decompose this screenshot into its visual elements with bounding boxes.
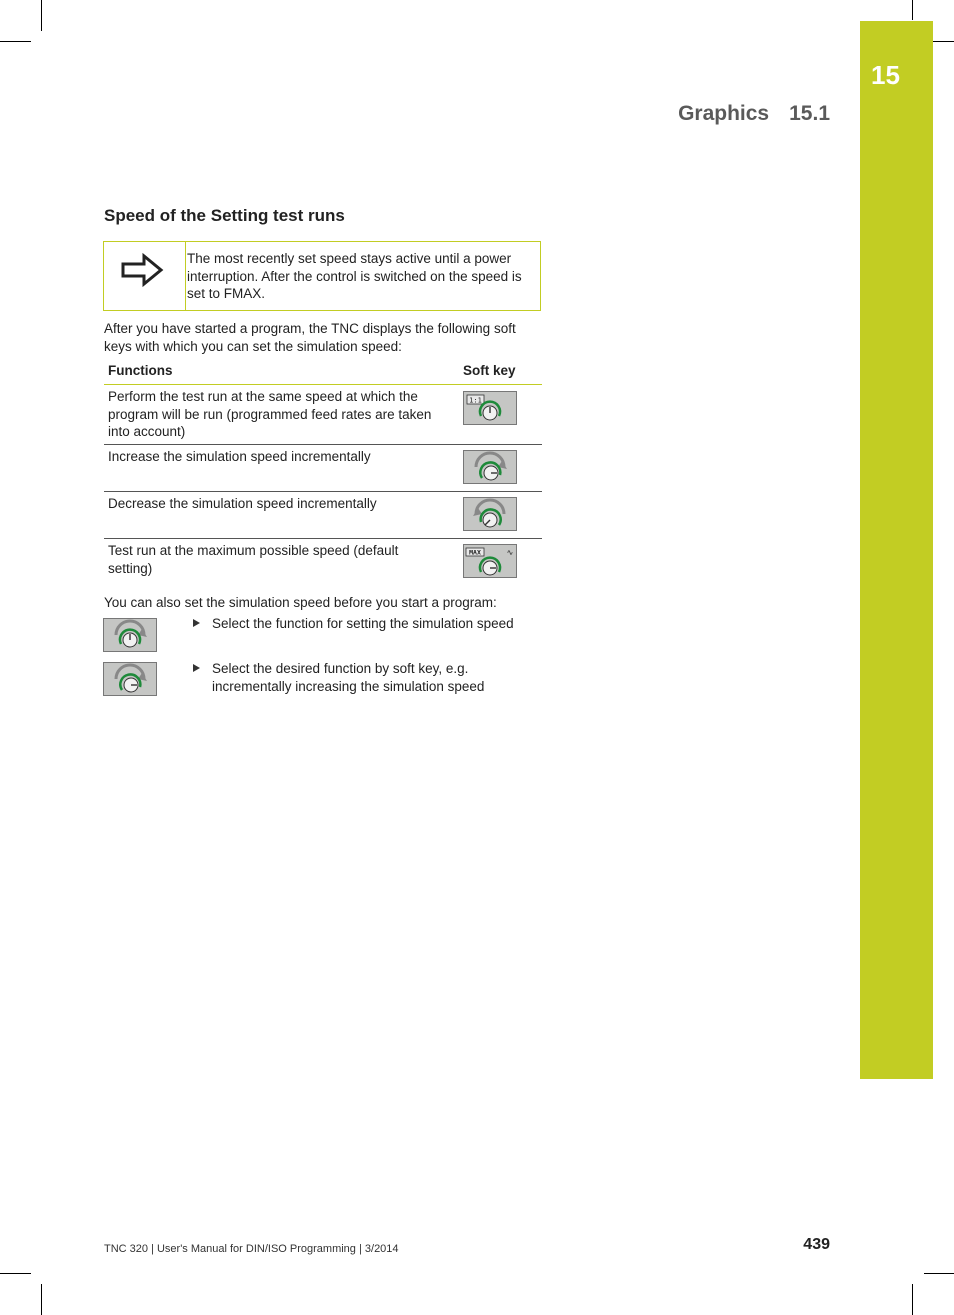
chapter-number: 15 [871, 60, 900, 90]
crop-mark [41, 0, 42, 31]
row-divider [104, 538, 542, 539]
chapter-tab [860, 21, 933, 1079]
crop-mark [0, 1273, 31, 1274]
softkey-label: MAX [469, 548, 481, 557]
table-row-function: Decrease the simulation speed incrementally [108, 496, 377, 511]
note-text: The most recently set speed stays active until a power interruption. After the control is switched on the speed is set to FMAX. [187, 251, 522, 301]
speed-increase-icon[interactable] [463, 450, 517, 484]
speed-decrease-icon[interactable] [463, 497, 517, 531]
speed-increase-icon[interactable] [103, 662, 157, 696]
speed-1to1-icon[interactable] [463, 391, 517, 425]
page-number: 439 [803, 1236, 830, 1253]
column-header-functions: Functions [108, 363, 173, 378]
row-divider [104, 491, 542, 492]
crop-mark [0, 41, 31, 42]
table-row-function: Increase the simulation speed incrementally [108, 449, 371, 464]
table-row-function: Test run at the maximum possible speed (default setting) [108, 543, 399, 576]
bullet-triangle-icon [193, 619, 200, 627]
speed-max-icon[interactable] [463, 544, 517, 578]
column-header-softkey: Soft key [463, 363, 516, 378]
step-item [193, 660, 532, 695]
header-title: Graphics [678, 102, 770, 125]
crop-mark [41, 1284, 42, 1315]
step-text: Select the desired function by soft key, e.g. incrementally increasing the simulation speed [212, 661, 485, 694]
note-box [103, 241, 541, 311]
arrow-right-icon [120, 252, 164, 288]
step-item [193, 615, 532, 633]
header-section: 15.1 [789, 102, 830, 125]
bullet-triangle-icon [193, 664, 200, 672]
row-divider [104, 444, 542, 445]
table-row-function: Perform the test run at the same speed at which the program will be run (programmed feed rates are taken into account) [108, 389, 432, 439]
header-rule [104, 384, 542, 385]
section-heading: Speed of the Setting test runs [104, 206, 345, 225]
before-start-paragraph: You can also set the simulation speed before you start a program: [104, 595, 497, 610]
softkey-label: 1:1 [469, 396, 482, 405]
note-divider [185, 242, 186, 310]
simulation-speed-icon[interactable] [103, 618, 157, 652]
crop-mark [912, 0, 913, 20]
crop-mark [924, 1273, 954, 1274]
intro-paragraph: After you have started a program, the TNC displays the following soft keys with which you can set the simulation speed: [104, 321, 516, 354]
svg-text:∿: ∿ [506, 548, 514, 557]
crop-mark [912, 1284, 913, 1315]
footer-text: TNC 320 | User's Manual for DIN/ISO Programming | 3/2014 [104, 1243, 399, 1255]
step-text: Select the function for setting the simulation speed [212, 616, 514, 631]
page-header [678, 102, 830, 126]
